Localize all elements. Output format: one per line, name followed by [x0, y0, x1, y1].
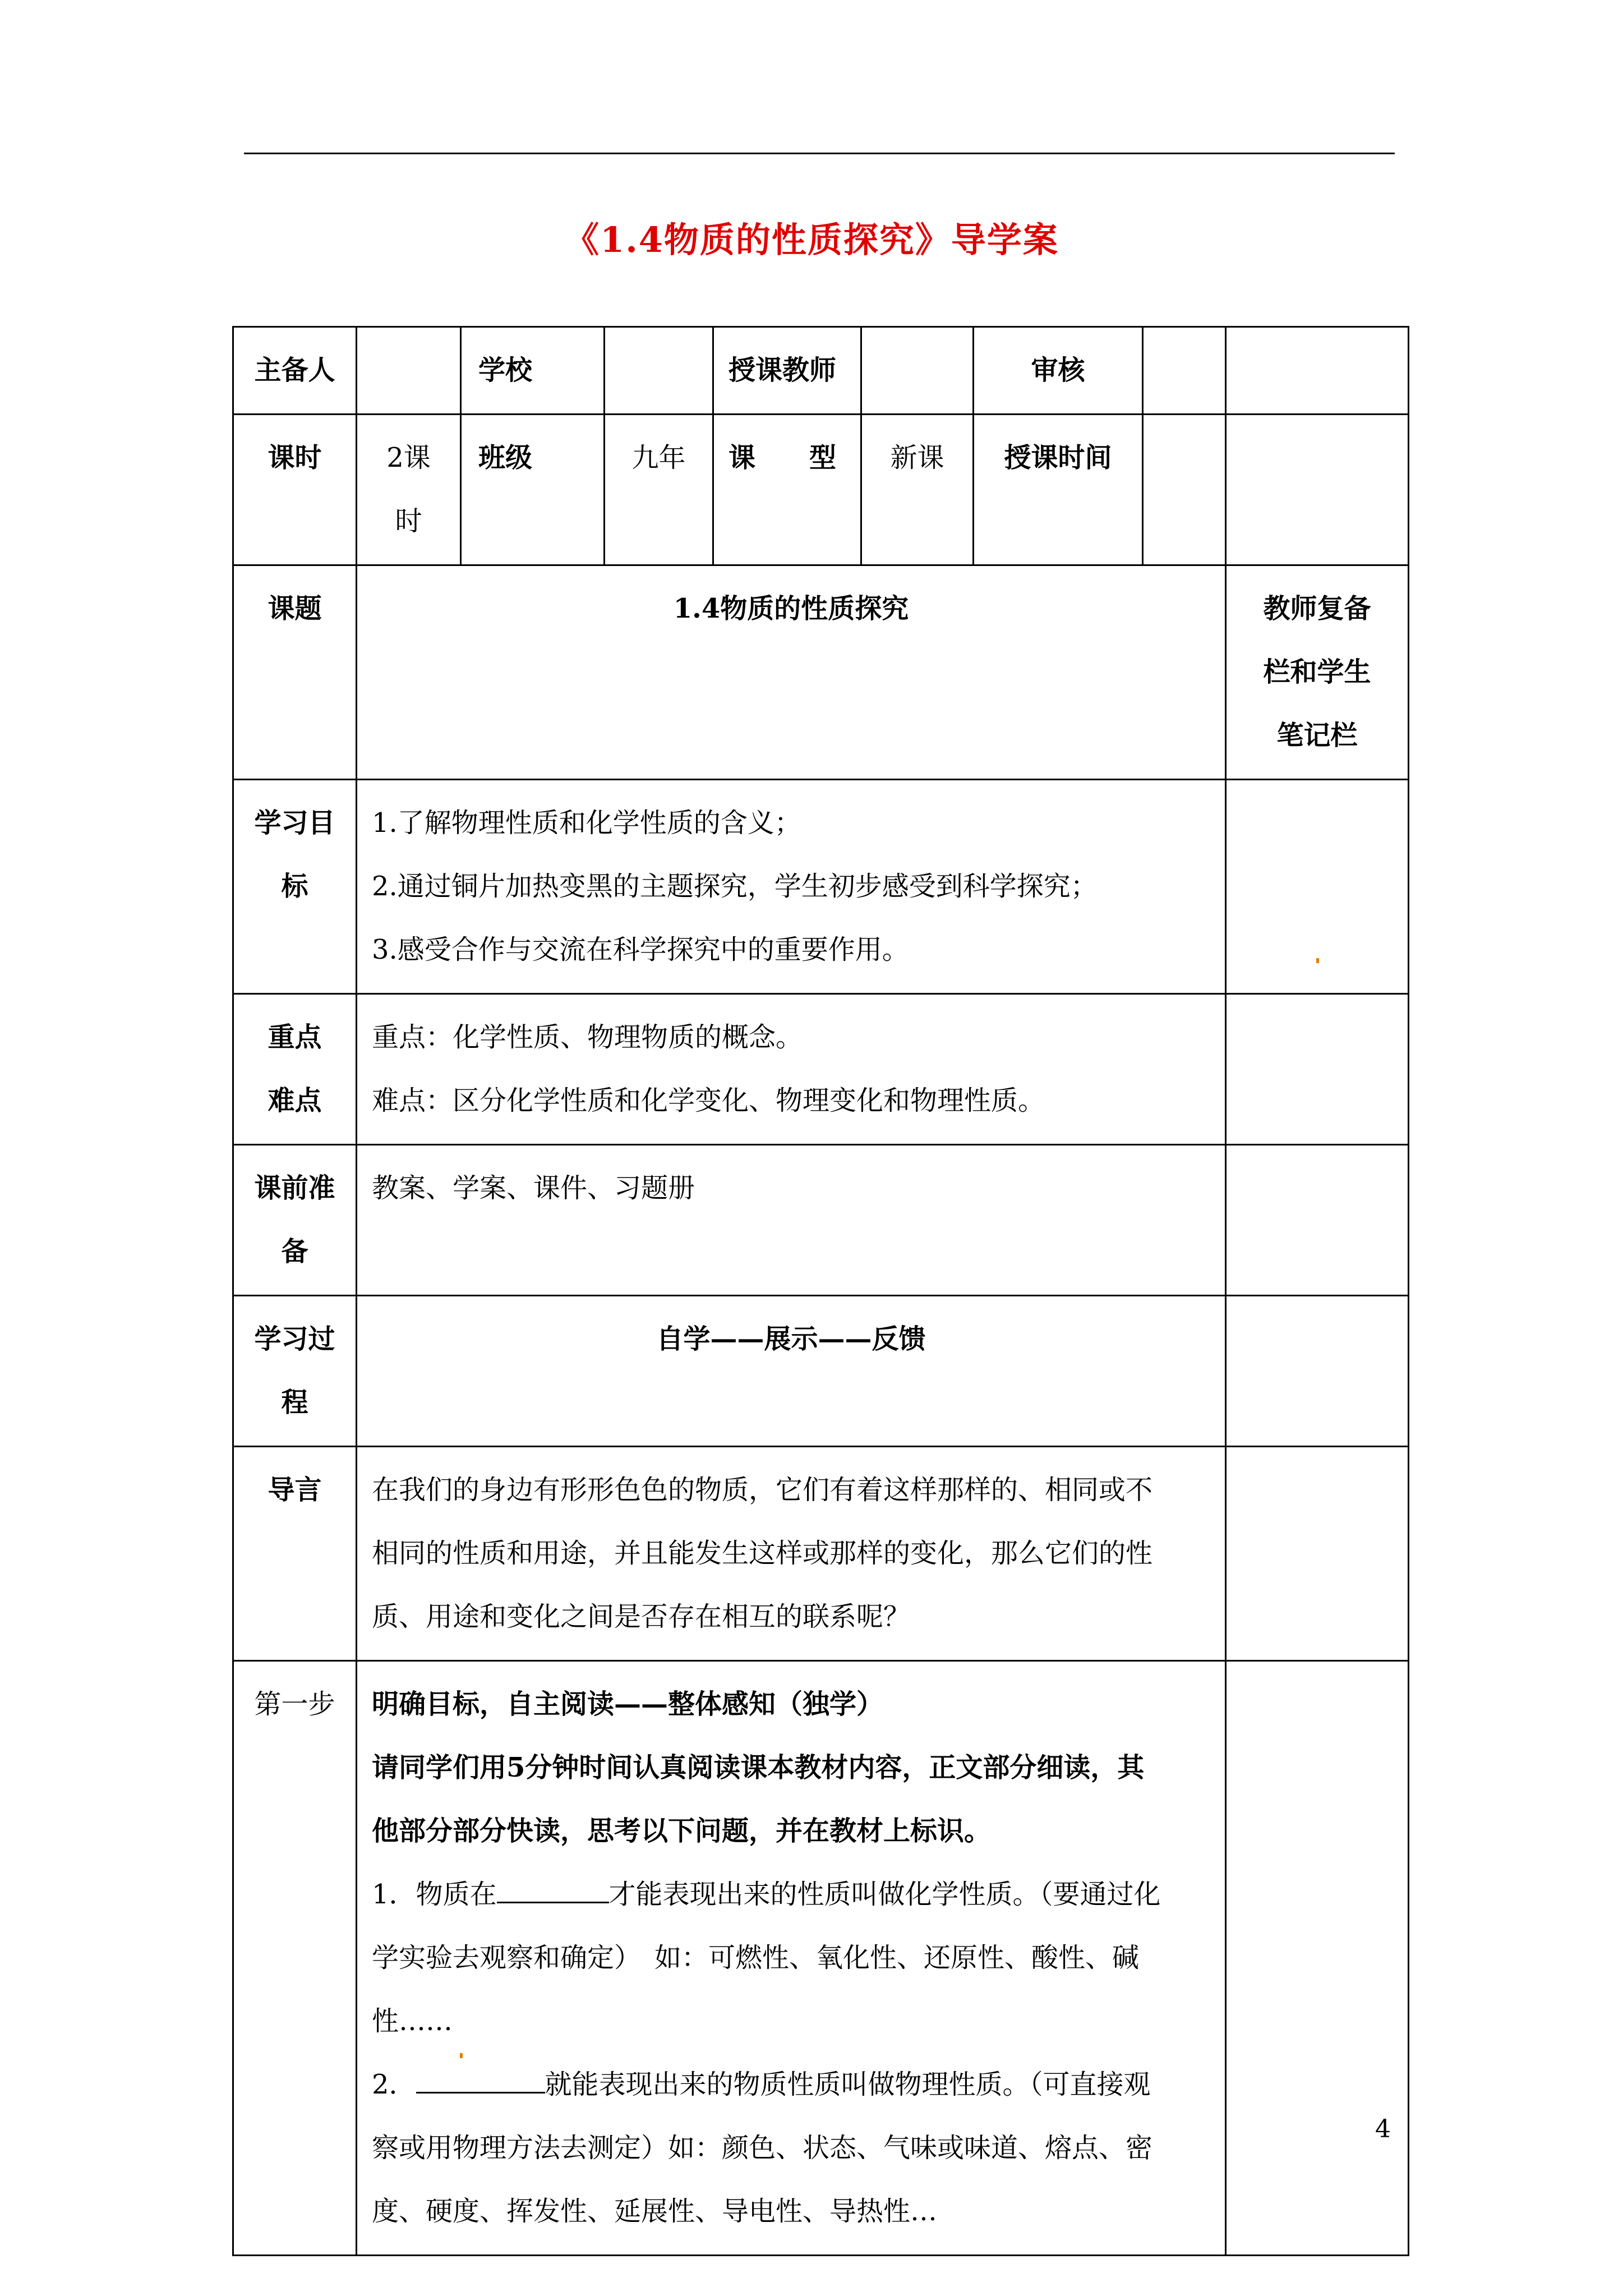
cell-keshi-label: 课时 — [233, 415, 357, 565]
step1-title: 明确目标，自主阅读——整体感知（独学） — [372, 1688, 884, 1720]
header-rule — [244, 153, 1395, 154]
key-label — [233, 994, 357, 1145]
goals-label — [233, 780, 357, 994]
step1-instruction-2: 他部分部分快读，思考以下问题，并在教材上标识。 — [372, 1815, 992, 1847]
question-2-line-1 — [372, 2053, 1210, 2116]
cell-type-value: 新课 — [861, 415, 974, 565]
page-number: 4 — [1375, 2115, 1391, 2143]
cell-zhubeiren-label: 主备人 — [233, 327, 357, 415]
topic-label: 课题 — [233, 565, 357, 780]
intro-label: 导言 — [233, 1447, 357, 1661]
notes-header-line-3: 笔记栏 — [1276, 720, 1358, 751]
goals-label-1: 学习目 — [254, 807, 335, 839]
q2-suffix: 就能表现出来的物质性质叫做物理性质。（可直接观 — [545, 2069, 1151, 2100]
process-value: 自学——展示——反馈 — [357, 1296, 1226, 1447]
q1-prefix: 1．物质在 — [372, 1879, 497, 1910]
key-side — [1226, 994, 1409, 1145]
topic-row — [233, 565, 1409, 780]
intro-row — [233, 1447, 1409, 1661]
q2-fill-blank — [416, 2065, 545, 2093]
cell-keshi-value — [357, 415, 461, 565]
intro-line: 在我们的身边有形形色色的物质，它们有着这样那样的、相同或不 — [372, 1474, 1153, 1506]
cell-review-value — [1143, 327, 1226, 415]
step1-label: 第一步 — [233, 1661, 357, 2256]
q2-prefix: 2． — [372, 2069, 416, 2100]
page-title: 《1.4物质的性质探究》导学案 — [564, 219, 1059, 260]
cell-school-value — [605, 327, 713, 415]
difficult-point-text: 难点：区分化学性质和化学变化、物理变化和物理性质。 — [372, 1085, 1045, 1116]
prep-label-1: 课前准 — [254, 1172, 335, 1204]
intro-side — [1226, 1447, 1409, 1661]
key-points-row — [233, 994, 1409, 1145]
key-content — [357, 994, 1226, 1145]
step1-instruction-1: 请同学们用5分钟时间认真阅读课本教材内容，正文部分细读，其 — [372, 1752, 1145, 1783]
process-label — [233, 1296, 357, 1447]
cell-r1-side — [1226, 327, 1409, 415]
prep-value: 教案、学案、课件、习题册 — [357, 1145, 1226, 1296]
cell-time-label: 授课时间 — [974, 415, 1143, 565]
cell-review-label: 审核 — [974, 327, 1143, 415]
lesson-plan-table — [232, 326, 1409, 2256]
intro-line: 相同的性质和用途，并且能发生这样或那样的变化，那么它们的性 — [372, 1538, 1153, 1569]
key-label-1: 重点 — [268, 1022, 322, 1053]
prep-label-2: 备 — [281, 1236, 308, 1267]
stray-mark — [1316, 958, 1319, 963]
notes-header-line-1: 教师复备 — [1263, 593, 1371, 624]
cell-teacher-value — [861, 327, 974, 415]
key-label-2: 难点 — [268, 1085, 322, 1116]
intro-line: 质、用途和变化之间是否存在相互的联系呢？ — [372, 1601, 911, 1632]
goal-item: 2.通过铜片加热变黑的主题探究，学生初步感受到科学探究； — [372, 871, 1098, 902]
cell-class-label: 班级 — [461, 415, 605, 565]
notes-column-header — [1226, 565, 1409, 780]
question-1-line-3: 性…… — [372, 2005, 453, 2037]
goal-item: 3.感受合作与交流在科学探究中的重要作用。 — [372, 934, 909, 965]
step1-side — [1226, 1661, 1409, 2256]
header-row-2 — [233, 415, 1409, 565]
prep-side — [1226, 1145, 1409, 1296]
cell-r2-side — [1226, 415, 1409, 565]
question-2-line-3: 度、硬度、挥发性、延展性、导电性、导热性… — [372, 2196, 938, 2227]
keshi-value-2: 时 — [395, 505, 422, 537]
intro-content — [357, 1447, 1226, 1661]
cell-type-label: 课 型 — [713, 415, 861, 565]
question-1-line-2: 学实验去观察和确定） 如：可燃性、氧化性、还原性、酸性、碱 — [372, 1942, 1140, 1973]
step1-row — [233, 1661, 1409, 2256]
step1-content — [357, 1661, 1226, 2256]
notes-header-line-2: 栏和学生 — [1263, 656, 1371, 688]
goals-content — [357, 780, 1226, 994]
prep-label — [233, 1145, 357, 1296]
goals-row — [233, 780, 1409, 994]
question-2-line-2: 察或用物理方法去测定）如：颜色、状态、气味或味道、熔点、密 — [372, 2132, 1153, 2164]
cell-class-value: 九年 — [605, 415, 713, 565]
question-1-line-1 — [372, 1863, 1210, 1926]
process-row — [233, 1296, 1409, 1447]
q1-fill-blank — [497, 1875, 609, 1903]
process-label-1: 学习过 — [254, 1323, 335, 1355]
process-label-2: 程 — [281, 1387, 308, 1418]
prep-row — [233, 1145, 1409, 1296]
header-row-1 — [233, 327, 1409, 415]
topic-value: 1.4物质的性质探究 — [357, 565, 1226, 780]
key-point-text: 重点：化学性质、物理物质的概念。 — [372, 1022, 803, 1053]
keshi-value-1: 2课 — [386, 442, 431, 473]
cell-zhubeiren-value — [357, 327, 461, 415]
q1-suffix: 才能表现出来的性质叫做化学性质。（要通过化 — [608, 1879, 1161, 1910]
cell-school-label: 学校 — [461, 327, 605, 415]
cell-time-value — [1143, 415, 1226, 565]
stray-mark — [460, 2053, 463, 2058]
goals-label-2: 标 — [281, 871, 308, 902]
goal-item: 1.了解物理性质和化学性质的含义； — [372, 807, 801, 839]
cell-teacher-label: 授课教师 — [713, 327, 861, 415]
process-side — [1226, 1296, 1409, 1447]
